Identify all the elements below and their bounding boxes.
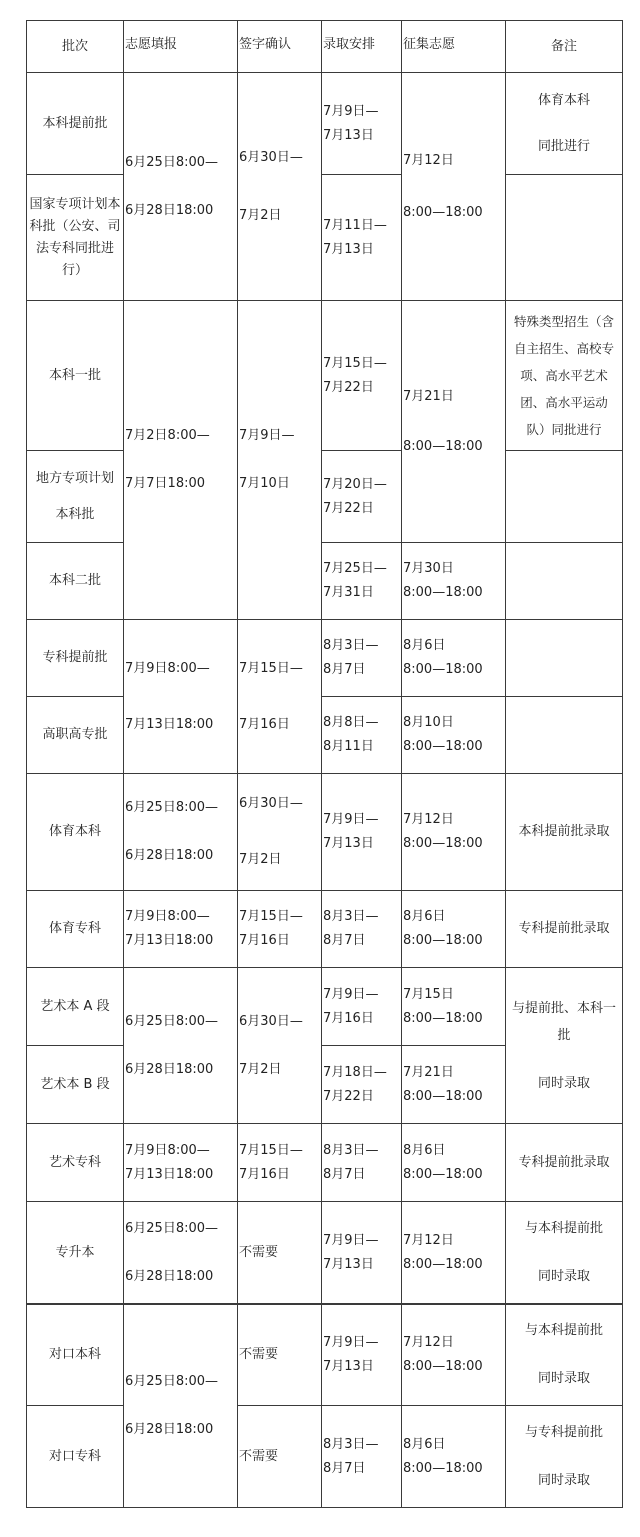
- batch-cell: 体育专科: [26, 890, 124, 968]
- batch-cell: 体育本科: [26, 773, 124, 891]
- solicitation-cell: 7月30日 8:00—18:00: [401, 542, 506, 620]
- batch-cell: 专升本: [26, 1201, 124, 1304]
- admission-cell: 7月11日— 7月13日: [321, 174, 402, 301]
- remarks-cell: 体育本科 同批进行: [505, 72, 623, 175]
- batch-cell: 艺术本 B 段: [26, 1045, 124, 1124]
- admission-cell: 8月3日— 8月7日: [321, 1123, 402, 1202]
- header-batch: 批次: [26, 20, 124, 73]
- admission-cell: 7月15日— 7月22日: [321, 300, 402, 451]
- solicitation-cell: 7月12日 8:00—18:00: [401, 72, 506, 301]
- application-cell: 6月25日8:00— 6月28日18:00: [123, 773, 238, 891]
- signature-cell: 不需要: [237, 1303, 322, 1406]
- admission-cell: 7月18日— 7月22日: [321, 1045, 402, 1124]
- batch-cell: 对口专科: [26, 1405, 124, 1508]
- application-cell: 7月9日8:00— 7月13日18:00: [123, 890, 238, 968]
- remarks-cell: [505, 619, 623, 697]
- batch-cell: 艺术专科: [26, 1123, 124, 1202]
- batch-cell: 艺术本 A 段: [26, 967, 124, 1046]
- signature-cell: 7月9日— 7月10日: [237, 300, 322, 620]
- solicitation-cell: 7月12日 8:00—18:00: [401, 773, 506, 891]
- remarks-cell: [505, 174, 623, 301]
- admission-cell: 7月9日— 7月13日: [321, 1201, 402, 1304]
- header-application: 志愿填报: [123, 20, 238, 73]
- signature-cell: 6月30日— 7月2日: [237, 72, 322, 301]
- admission-cell: 8月8日— 8月11日: [321, 696, 402, 774]
- batch-cell: 本科提前批: [26, 72, 124, 175]
- signature-cell: 6月30日— 7月2日: [237, 773, 322, 891]
- application-cell: 6月25日8:00— 6月28日18:00: [123, 1201, 238, 1304]
- solicitation-cell: 7月12日 8:00—18:00: [401, 1201, 506, 1304]
- remarks-cell: [505, 542, 623, 620]
- signature-cell: 7月15日— 7月16日: [237, 890, 322, 968]
- application-cell: 7月9日8:00— 7月13日18:00: [123, 619, 238, 774]
- solicitation-cell: 7月12日 8:00—18:00: [401, 1303, 506, 1406]
- remarks-cell: 与提前批、本科一 批 同时录取: [505, 967, 623, 1124]
- admission-cell: 7月25日— 7月31日: [321, 542, 402, 620]
- batch-cell: 高职高专批: [26, 696, 124, 774]
- admission-cell: 7月9日— 7月13日: [321, 72, 402, 175]
- admission-cell: 8月3日— 8月7日: [321, 1405, 402, 1508]
- batch-cell: 本科二批: [26, 542, 124, 620]
- signature-cell: 不需要: [237, 1201, 322, 1304]
- batch-cell: 专科提前批: [26, 619, 124, 697]
- remarks-cell: [505, 696, 623, 774]
- admission-cell: 8月3日— 8月7日: [321, 890, 402, 968]
- solicitation-cell: 8月10日 8:00—18:00: [401, 696, 506, 774]
- batch-cell: 本科一批: [26, 300, 124, 451]
- remarks-cell: [505, 450, 623, 543]
- solicitation-cell: 7月21日 8:00—18:00: [401, 1045, 506, 1124]
- signature-cell: 不需要: [237, 1405, 322, 1508]
- remarks-cell: 与本科提前批 同时录取: [505, 1201, 623, 1304]
- remarks-cell: 与专科提前批 同时录取: [505, 1405, 623, 1508]
- header-signature: 签字确认: [237, 20, 322, 73]
- solicitation-cell: 7月21日 8:00—18:00: [401, 300, 506, 543]
- solicitation-cell: 8月6日 8:00—18:00: [401, 1405, 506, 1508]
- solicitation-cell: 8月6日 8:00—18:00: [401, 619, 506, 697]
- application-cell: 6月25日8:00— 6月28日18:00: [123, 1303, 238, 1508]
- header-remarks: 备注: [505, 20, 623, 73]
- remarks-cell: 与本科提前批 同时录取: [505, 1303, 623, 1406]
- remarks-cell: 本科提前批录取: [505, 773, 623, 891]
- solicitation-cell: 8月6日 8:00—18:00: [401, 1123, 506, 1202]
- admission-cell: 7月20日— 7月22日: [321, 450, 402, 543]
- application-cell: 7月9日8:00— 7月13日18:00: [123, 1123, 238, 1202]
- batch-cell: 国家专项计划本 科批（公安、司 法专科同批进 行）: [26, 174, 124, 301]
- remarks-cell: 特殊类型招生（含 自主招生、高校专 项、高水平艺术 团、高水平运动 队）同批进行: [505, 300, 623, 451]
- signature-cell: 7月15日— 7月16日: [237, 1123, 322, 1202]
- batch-cell: 地方专项计划 本科批: [26, 450, 124, 543]
- batch-cell: 对口本科: [26, 1303, 124, 1406]
- application-cell: 6月25日8:00— 6月28日18:00: [123, 967, 238, 1124]
- signature-cell: 6月30日— 7月2日: [237, 967, 322, 1124]
- solicitation-cell: 7月15日 8:00—18:00: [401, 967, 506, 1046]
- application-cell: 7月2日8:00— 7月7日18:00: [123, 300, 238, 620]
- signature-cell: 7月15日— 7月16日: [237, 619, 322, 774]
- solicitation-cell: 8月6日 8:00—18:00: [401, 890, 506, 968]
- application-cell: 6月25日8:00— 6月28日18:00: [123, 72, 238, 301]
- admission-cell: 7月9日— 7月13日: [321, 773, 402, 891]
- remarks-cell: 专科提前批录取: [505, 890, 623, 968]
- admission-cell: 8月3日— 8月7日: [321, 619, 402, 697]
- remarks-cell: 专科提前批录取: [505, 1123, 623, 1202]
- header-solicitation: 征集志愿: [401, 20, 506, 73]
- admission-cell: 7月9日— 7月16日: [321, 967, 402, 1046]
- admission-cell: 7月9日— 7月13日: [321, 1303, 402, 1406]
- header-admission: 录取安排: [321, 20, 402, 73]
